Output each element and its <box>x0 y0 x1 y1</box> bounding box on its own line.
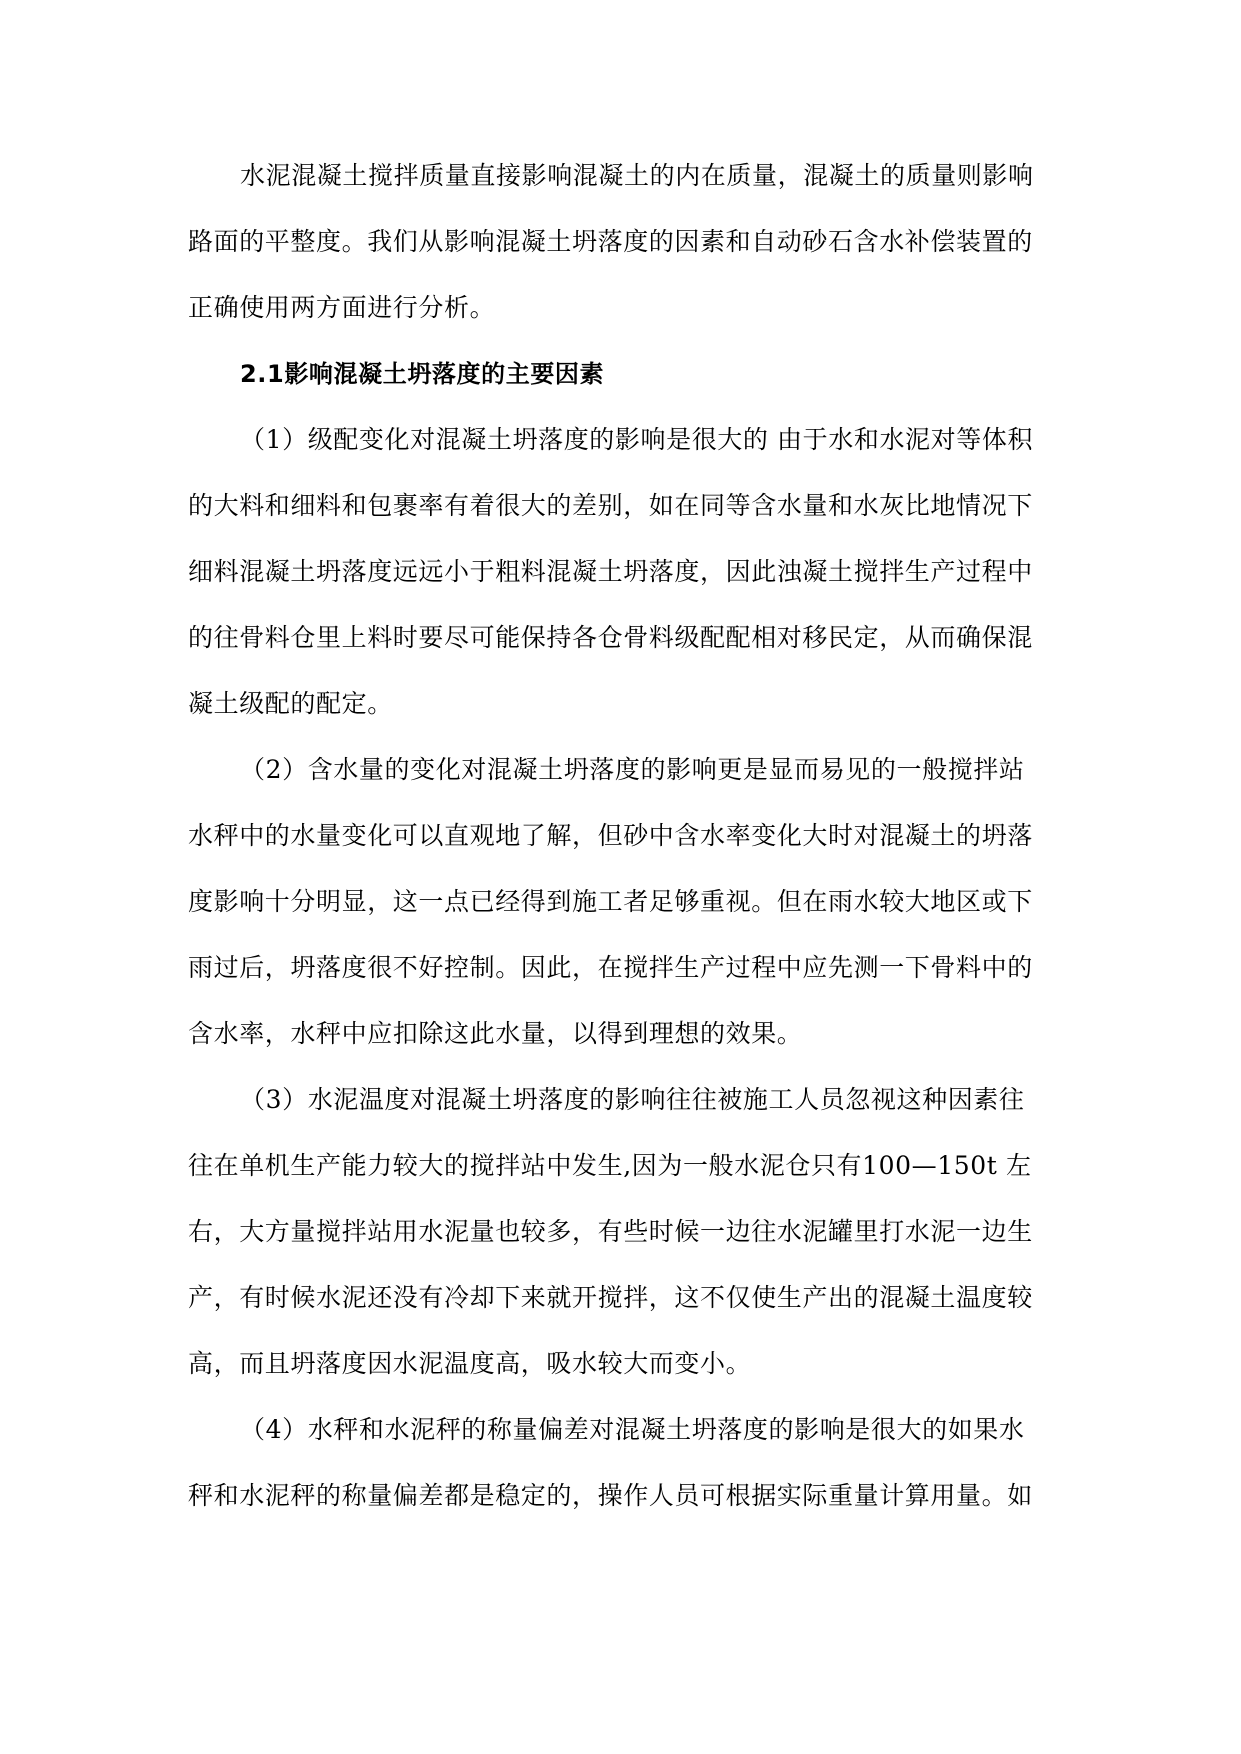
paragraph-1-line-1: （1）级配变化对混凝土坍落度的影响是很大的 由于水和水泥对等体积 <box>240 425 1034 454</box>
paragraph-2-line-5: 含水率，水秤中应扣除这此水量，以得到理想的效果。 <box>188 1019 803 1048</box>
paragraph-2-line-4: 雨过后，坍落度很不好控制。因此，在搅拌生产过程中应先测一下骨料中的 <box>188 953 1033 982</box>
paragraph-intro-line-3: 正确使用两方面进行分析。 <box>188 293 496 322</box>
paragraph-1-line-5: 凝土级配的配定。 <box>188 689 393 718</box>
document-body <box>188 158 1075 1544</box>
paragraph-3-line-5: 高，而且坍落度因水泥温度高，吸水较大而变小。 <box>188 1349 752 1378</box>
paragraph-3-line-2: 往在单机生产能力较大的搅拌站中发生,因为一般水泥仓只有100—150t 左 <box>188 1151 1032 1180</box>
paragraph-4-line-2: 秤和水泥秤的称量偏差都是稳定的，操作人员可根据实际重量计算用量。如 <box>188 1481 1033 1510</box>
paragraph-2-line-2: 水秤中的水量变化可以直观地了解，但砂中含水率变化大时对混凝土的坍落 <box>188 821 1033 850</box>
section-heading: 2.1影响混凝土坍落度的主要因素 <box>240 360 605 388</box>
paragraph-intro-line-1: 水泥混凝土搅拌质量直接影响混凝土的内在质量，混凝土的质量则影响 <box>240 161 1034 190</box>
paragraph-1-line-4: 的往骨料仓里上料时要尽可能保持各仓骨料级配配相对移民定，从而确保混 <box>188 623 1033 652</box>
paragraph-intro-line-2: 路面的平整度。我们从影响混凝土坍落度的因素和自动砂石含水补偿装置的 <box>188 227 1033 256</box>
paragraph-3-line-4: 产，有时候水泥还没有冷却下来就开搅拌，这不仅使生产出的混凝土温度较 <box>188 1283 1033 1312</box>
paragraph-2-line-3: 度影响十分明显，这一点已经得到施工者足够重视。但在雨水较大地区或下 <box>188 887 1033 916</box>
paragraph-1-line-2: 的大料和细料和包裹率有着很大的差别，如在同等含水量和水灰比地情况下 <box>188 491 1033 520</box>
paragraph-3-line-3: 右，大方量搅拌站用水泥量也较多，有些时候一边往水泥罐里打水泥一边生 <box>188 1217 1033 1246</box>
paragraph-4-line-1: （4）水秤和水泥秤的称量偏差对混凝土坍落度的影响是很大的如果水 <box>240 1415 1025 1444</box>
paragraph-2-line-1: （2）含水量的变化对混凝土坍落度的影响更是显而易见的一般搅拌站 <box>240 755 1025 784</box>
paragraph-3-line-1: （3）水泥温度对混凝土坍落度的影响往往被施工人员忽视这种因素往 <box>240 1085 1025 1114</box>
paragraph-1-line-3: 细料混凝土坍落度远远小于粗料混凝土坍落度，因此浊凝土搅拌生产过程中 <box>188 557 1033 586</box>
